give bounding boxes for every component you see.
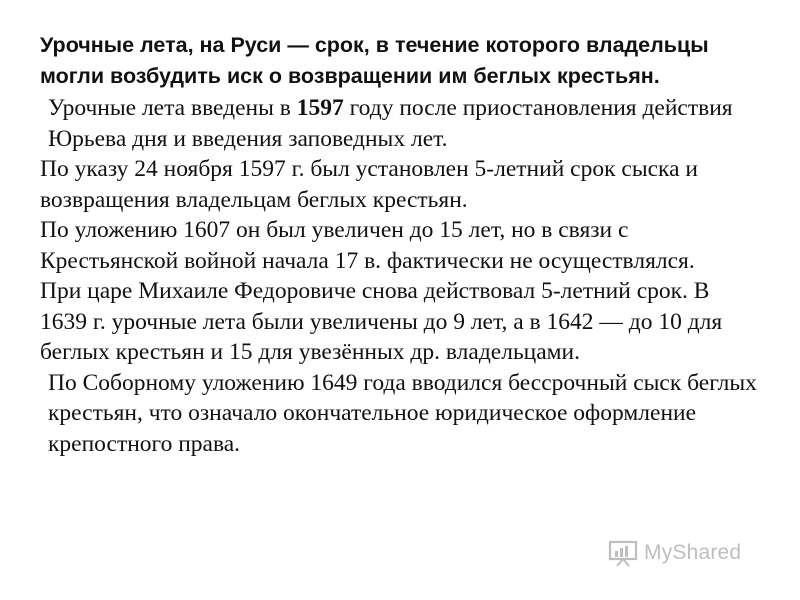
paragraph-code-1649: По Соборному уложению 1649 года вводился бессрочный сыск беглых крестьян, что означало окончательное юридическое оформление крепостного права. [48,369,757,457]
slide-content [40,30,760,459]
paragraph-decree-1597: По указу 24 ноября 1597 г. был установлен 5-летний срок сыска и возвращения владельцам беглых крестьян. [40,156,698,213]
presentation-board-icon [608,539,638,567]
year-1597-emphasis: 1597 [296,95,344,121]
paragraph-mikhail-fedorovich: При царе Михаиле Федоровиче снова действовал 5-летний срок. В 1639 г. урочные лета были увеличены до 9 лет, а в 1642 — до 10 для беглых крестьян и 15 для увезённых др. владельцами. [40,278,723,365]
paragraph-intro-end: году после приостановления действия Юрьева дня и введения заповедных лет. [48,95,733,152]
myshared-watermark [608,538,741,568]
paragraph-intro-start: Урочные лета введены в [48,95,297,121]
paragraph-code-1607: По уложению 1607 он был увеличен до 15 лет, но в связи с Крестьянской войной начала 17 в. фактически не осуществлялся. [40,217,695,274]
paragraph-intro [40,93,760,154]
definition-heading: Урочные лета, на Руси — срок, в течение которого владельцы могли возбудить иск о возвращении им беглых крестьян. [40,33,709,88]
watermark-text: MyShared [644,541,742,564]
